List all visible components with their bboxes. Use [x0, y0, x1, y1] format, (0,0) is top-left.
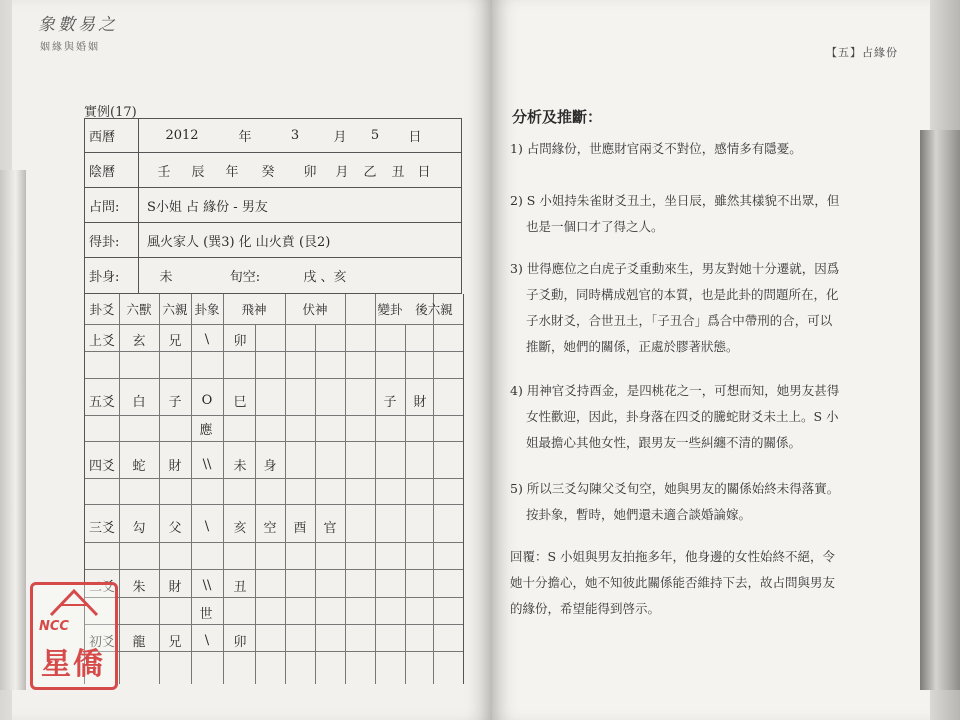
watermark-latin: NCC — [39, 619, 69, 634]
grid-line — [375, 294, 376, 684]
yao-label: 三爻 — [88, 520, 115, 536]
flying-cell: 未 — [233, 458, 247, 474]
lunar-label: 陰曆 — [85, 153, 139, 187]
grid-line — [85, 351, 463, 352]
beast-cell: 玄 — [132, 333, 146, 349]
grid-line — [159, 294, 160, 684]
symbol-cell: \\ — [202, 456, 212, 472]
analysis-title: 分析及推斷： — [512, 108, 603, 126]
yao-label: 初爻 — [88, 634, 115, 650]
question-label: 占問: — [85, 188, 139, 222]
beast-cell: 白 — [132, 394, 146, 410]
grid-line — [85, 624, 463, 625]
symbol-cell: \ — [204, 518, 210, 534]
paragraph-line: 推斷，她們的關係，正處於膠著狀態。 — [526, 339, 739, 354]
grid-line — [119, 294, 120, 684]
body-marker: 身 — [263, 458, 277, 474]
analysis-paragraph-3 — [510, 256, 855, 360]
symbol-cell: O — [201, 392, 213, 408]
book-edge-right — [920, 130, 960, 690]
kin-cell: 父 — [168, 520, 182, 536]
paragraph-line: 的緣份，希望能得到啓示。 — [510, 601, 661, 616]
world-marker: 世 — [199, 606, 213, 622]
lunar-cell: 乙 — [363, 164, 377, 180]
symbol-cell: \\ — [202, 577, 212, 593]
flying-cell: 卯 — [233, 634, 247, 650]
paragraph-line: 回覆：S 小姐與男友拍拖多年，他身邊的女性始終不絕，令 — [510, 549, 836, 564]
col-header: 六親 — [162, 302, 188, 317]
lunar-cell: 年 — [225, 164, 239, 180]
void-value: 戌 、亥 — [303, 270, 347, 285]
flying-cell: 卯 — [233, 333, 247, 349]
lunar-cell: 卯 — [303, 164, 317, 180]
response-marker: 應 — [199, 422, 213, 438]
solar-month: 3 — [290, 128, 300, 143]
grid-line — [85, 651, 463, 652]
grid-line — [223, 294, 224, 684]
hidden-god-kin: 官 — [323, 520, 337, 536]
kin-cell: 財 — [168, 579, 182, 595]
void-marker: 空 — [263, 520, 277, 536]
grid-line — [191, 294, 192, 684]
paragraph-line: 也是一個口才了得之人。 — [526, 219, 664, 234]
col-header: 變卦 — [377, 302, 403, 317]
question-value: S小姐 占 緣份 - 男友 — [147, 199, 268, 215]
grid-line — [405, 324, 406, 684]
col-header: 卦爻 — [89, 302, 115, 317]
symbol-cell: \ — [204, 632, 210, 648]
solar-year: 2012 — [165, 128, 199, 143]
kin-cell: 財 — [168, 458, 182, 474]
paragraph-line: 按卦象，暫時，她們還未適合談婚論嫁。 — [526, 507, 752, 522]
paragraph-line: 5) 所以三爻勾陳父爻旬空，她與男友的關係始終未得落實。 — [510, 481, 840, 496]
lunar-cell: 辰 — [191, 164, 205, 180]
grid-line — [85, 441, 463, 442]
symbol-cell: \ — [204, 331, 210, 347]
yao-label: 上爻 — [88, 333, 115, 349]
body-label: 卦身: — [85, 258, 139, 293]
yao-label: 五爻 — [88, 394, 115, 410]
yao-label: 四爻 — [88, 458, 115, 474]
kin-cell: 子 — [168, 394, 182, 410]
solar-day-unit: 日 — [408, 130, 422, 145]
watermark-stamp — [30, 582, 118, 690]
flying-cell: 亥 — [233, 520, 247, 536]
grid-line — [315, 324, 316, 684]
watermark-chinese: 星僑 — [41, 647, 105, 682]
book-edge-left — [0, 170, 26, 690]
lunar-cell: 日 — [417, 164, 431, 180]
six-lines-grid — [84, 294, 464, 684]
analysis-paragraph-5 — [510, 476, 855, 528]
question-row — [84, 188, 462, 223]
paragraph-line: 子爻動，同時構成剋官的本質，也是此卦的問題所在，化 — [526, 287, 839, 302]
lunar-cell: 月 — [335, 164, 349, 180]
hexagram-value: 風火家人 (巽3) 化 山火賁 (艮2) — [147, 234, 331, 250]
after-kin-cell: 財 — [413, 394, 427, 410]
yao-label: 二爻 — [88, 579, 115, 595]
paragraph-line: 4) 用神官爻持酉金，是四桃花之一，可想而知，她男友甚得 — [510, 383, 840, 398]
beast-cell: 蛇 — [132, 458, 146, 474]
solar-date-row — [84, 118, 462, 153]
flying-cell: 巳 — [233, 394, 247, 410]
hidden-god-branch: 酉 — [293, 520, 307, 536]
grid-line — [85, 597, 463, 598]
chapter-header: 【五】占緣份 — [826, 46, 898, 59]
changed-cell: 子 — [383, 394, 397, 410]
col-header: 飛神 — [241, 302, 267, 317]
lunar-cell: 癸 — [261, 164, 275, 180]
grid-line — [85, 378, 463, 379]
body-row — [84, 258, 462, 294]
paragraph-line: 她十分擔心，她不知彼此關係能否維持下去，故占問與男友 — [510, 575, 836, 590]
paragraph-line: 子水財爻，合世丑土，「子丑合」爲合中帶刑的合，可以 — [526, 313, 833, 328]
lunar-cell: 丑 — [391, 164, 405, 180]
lunar-date-row — [84, 153, 462, 188]
grid-line — [285, 294, 286, 684]
paragraph-line: 3) 世得應位之白虎子爻重動來生，男友對她十分遷就，因爲 — [510, 261, 840, 276]
book-brand-title: 象數易之 — [38, 15, 118, 35]
solar-label: 西曆 — [85, 119, 139, 152]
paragraph-line: 2) S 小姐持朱雀財爻丑土，坐日辰，雖然其樣貌不出眾，但 — [510, 193, 840, 208]
analysis-paragraph-1 — [510, 136, 855, 162]
hexagram-label: 得卦: — [85, 223, 139, 257]
grid-line — [85, 504, 463, 505]
solar-month-unit: 月 — [333, 130, 347, 145]
grid-line — [255, 324, 256, 684]
beast-cell: 龍 — [132, 634, 146, 650]
kin-cell: 兄 — [168, 634, 182, 650]
grid-line — [433, 294, 434, 684]
kin-cell: 兄 — [168, 333, 182, 349]
paragraph-line: 姐最擔心其他女性，跟男友一些糾纏不清的關係。 — [526, 435, 802, 450]
paragraph-line: 女性歡迎，因此，卦身落在四爻的騰蛇財爻未土上。S 小 — [526, 409, 839, 424]
solar-year-unit: 年 — [238, 130, 252, 145]
grid-line — [85, 415, 463, 416]
beast-cell: 勾 — [132, 520, 146, 536]
grid-line — [85, 324, 463, 325]
example-title: 實例(17) — [84, 105, 137, 120]
grid-line — [345, 294, 346, 684]
void-label: 旬空: — [229, 270, 261, 285]
analysis-paragraph-4 — [510, 378, 855, 456]
beast-cell: 朱 — [132, 579, 146, 595]
grid-line — [85, 542, 463, 543]
col-header: 伏神 — [302, 302, 328, 317]
grid-line — [85, 478, 463, 479]
body-value: 未 — [159, 270, 173, 285]
analysis-paragraph-2 — [510, 188, 855, 240]
lunar-cell: 壬 — [157, 164, 171, 180]
grid-line — [85, 569, 463, 570]
hexagram-row — [84, 223, 462, 258]
book-brand-subtitle: 姻緣與婚姻 — [40, 42, 100, 53]
solar-day: 5 — [370, 128, 380, 143]
col-header: 後六親 — [415, 302, 453, 317]
col-header: 六獸 — [126, 302, 152, 317]
col-header: 卦象 — [194, 302, 220, 317]
reply-paragraph — [510, 544, 855, 622]
flying-cell: 丑 — [233, 579, 247, 595]
paragraph-line: 1) 占問緣份，世應財官兩爻不對位，感情多有隱憂。 — [510, 141, 802, 156]
